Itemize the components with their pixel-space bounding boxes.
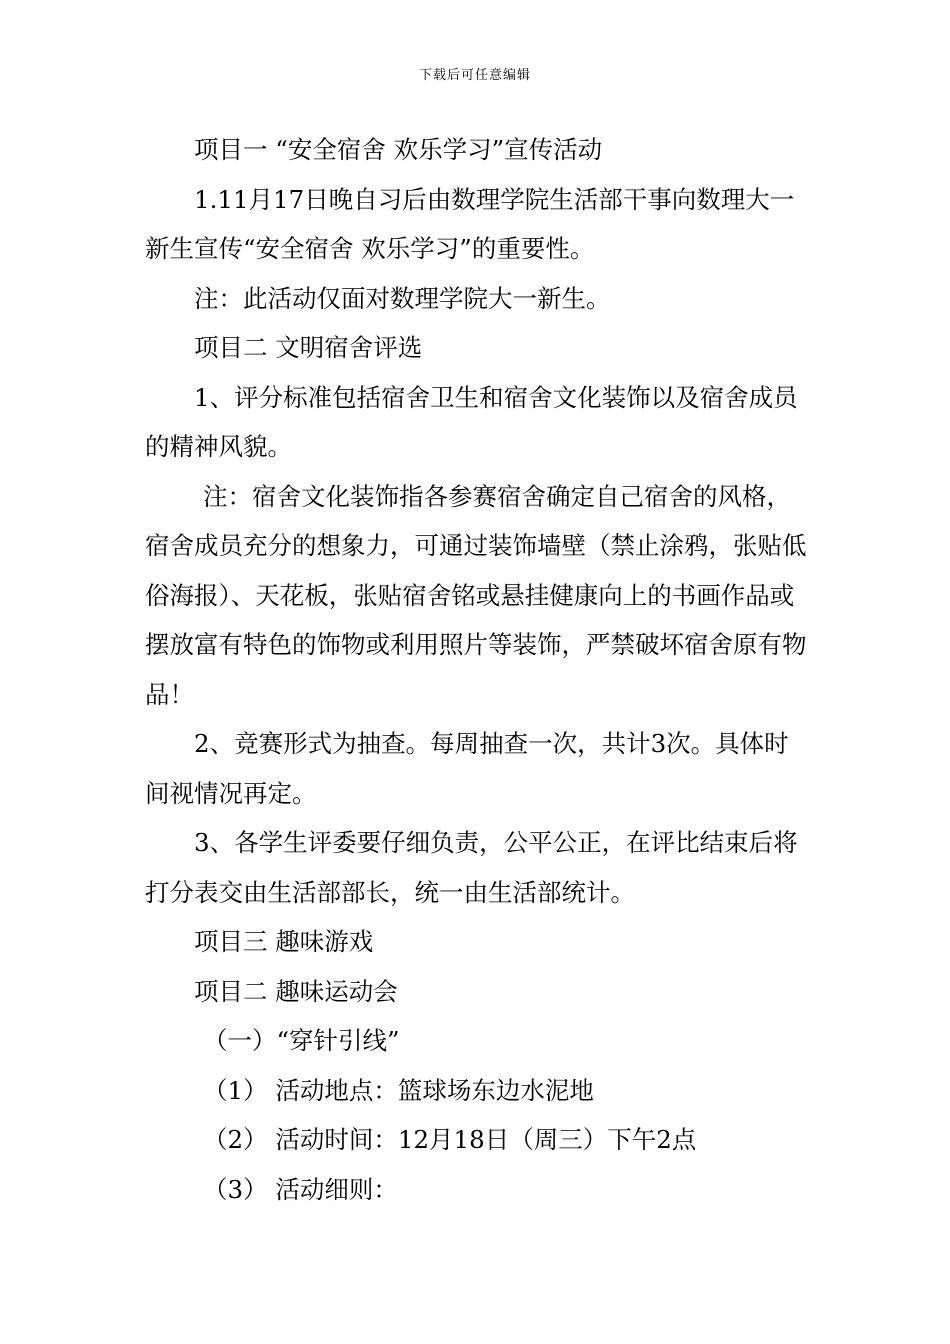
paragraph-item-2-1: 1、评分标准包括宿舍卫生和宿舍文化装饰以及宿舍成员的精神风貌。	[145, 382, 798, 461]
paragraph-item-2-3: 3、各学生评委要仔细负责，公平公正，在评比结束后将打分表交由生活部部长，统一由生活部统计。	[145, 828, 798, 907]
list-item-time: （2） 活动时间：12月18日（周三）下午2点	[203, 1125, 697, 1154]
document-body	[145, 125, 810, 1214]
section-title-project-1: 项目一 “安全宿舍 欢乐学习”宣传活动	[194, 135, 603, 164]
paragraph-item-1-1: 1.11月17日晚自习后由数理学院生活部干事向数理大一新生宣传“安全宿舍 欢乐学习”的重要性。	[145, 184, 795, 263]
page-header: 下载后可任意编辑	[418, 68, 531, 83]
paragraph-note-2: 注：宿舍文化装饰指各参赛宿舍确定自己宿舍的风格，宿舍成员充分的想象力，可通过装饰墙壁（禁止涂鸦，张贴低俗海报）、天花板，张贴宿舍铭或悬挂健康向上的书画作品或摆放富有特色的饰物或利用照片等装饰，严禁破坏宿舍原有物品！	[145, 481, 807, 709]
list-item-rules: （3） 活动细则：	[203, 1174, 398, 1204]
paragraph-note-1: 注：此活动仅面对数理学院大一新生。	[194, 283, 611, 313]
paragraph-item-2-2: 2、竞赛形式为抽查。每周抽查一次，共计3次。具体时间视情况再定。	[145, 729, 789, 808]
subsection-title-threading: （一）“穿针引线”	[203, 1026, 400, 1055]
section-title-project-3: 项目三 趣味游戏	[194, 927, 374, 956]
list-item-location: （1） 活动地点：篮球场东边水泥地	[203, 1075, 594, 1105]
section-title-project-2: 项目二 文明宿舍评选	[194, 333, 423, 362]
section-title-sports-meet: 项目二 趣味运动会	[194, 976, 398, 1006]
